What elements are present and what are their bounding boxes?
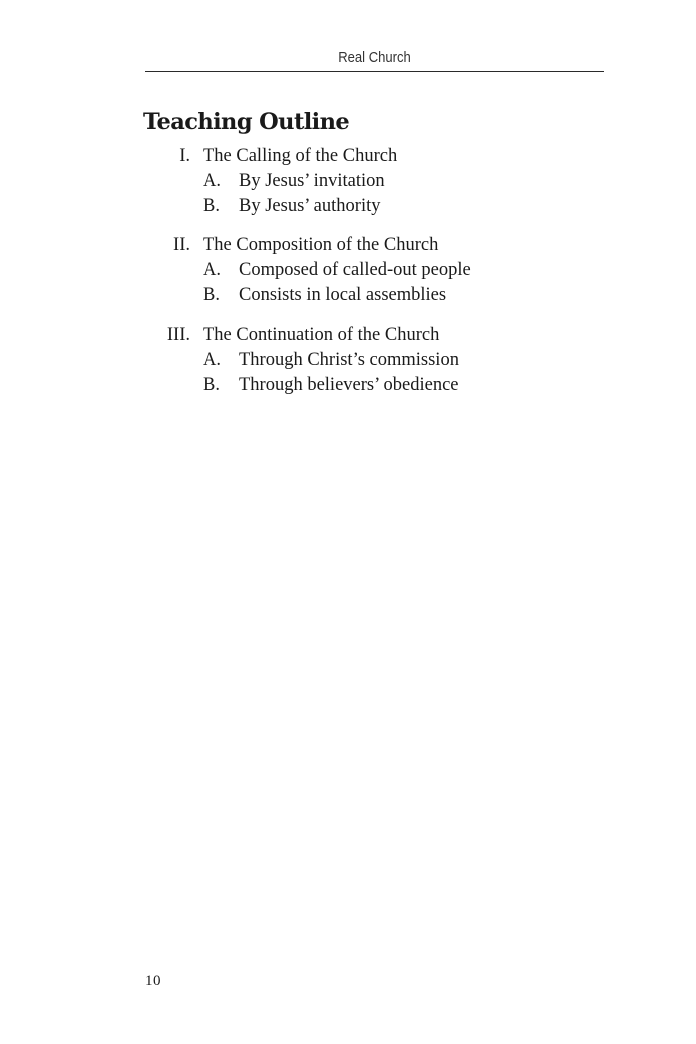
section-title: Teaching Outline: [143, 109, 350, 135]
page-number: 10: [145, 973, 161, 989]
header-rule: [145, 71, 604, 72]
outline-letter: B.: [203, 285, 220, 305]
outline-letter: A.: [203, 171, 221, 191]
outline-letter: A.: [203, 350, 221, 370]
outline-subpoint-text: Composed of called-out people: [239, 260, 471, 280]
outline-numeral: III.: [166, 325, 190, 345]
outline-point-text: The Composition of the Church: [203, 235, 439, 255]
outline-subpoint-text: Consists in local assemblies: [239, 285, 447, 305]
outline-point-text: The Continuation of the Church: [203, 325, 440, 345]
outline-subpoint-text: Through Christ’s commission: [239, 350, 459, 370]
running-head-title: Real Church: [338, 50, 411, 66]
outline-letter: B.: [203, 196, 220, 216]
outline-subpoint-text: Through believers’ obedience: [239, 375, 459, 395]
outline-letter: A.: [203, 260, 221, 280]
outline-numeral: I.: [179, 146, 190, 166]
outline-letter: B.: [203, 375, 220, 395]
outline-subpoint-text: By Jesus’ invitation: [239, 171, 385, 191]
outline-subpoint-text: By Jesus’ authority: [239, 196, 381, 216]
outline-numeral: II.: [173, 235, 190, 255]
outline-point-text: The Calling of the Church: [203, 146, 398, 166]
